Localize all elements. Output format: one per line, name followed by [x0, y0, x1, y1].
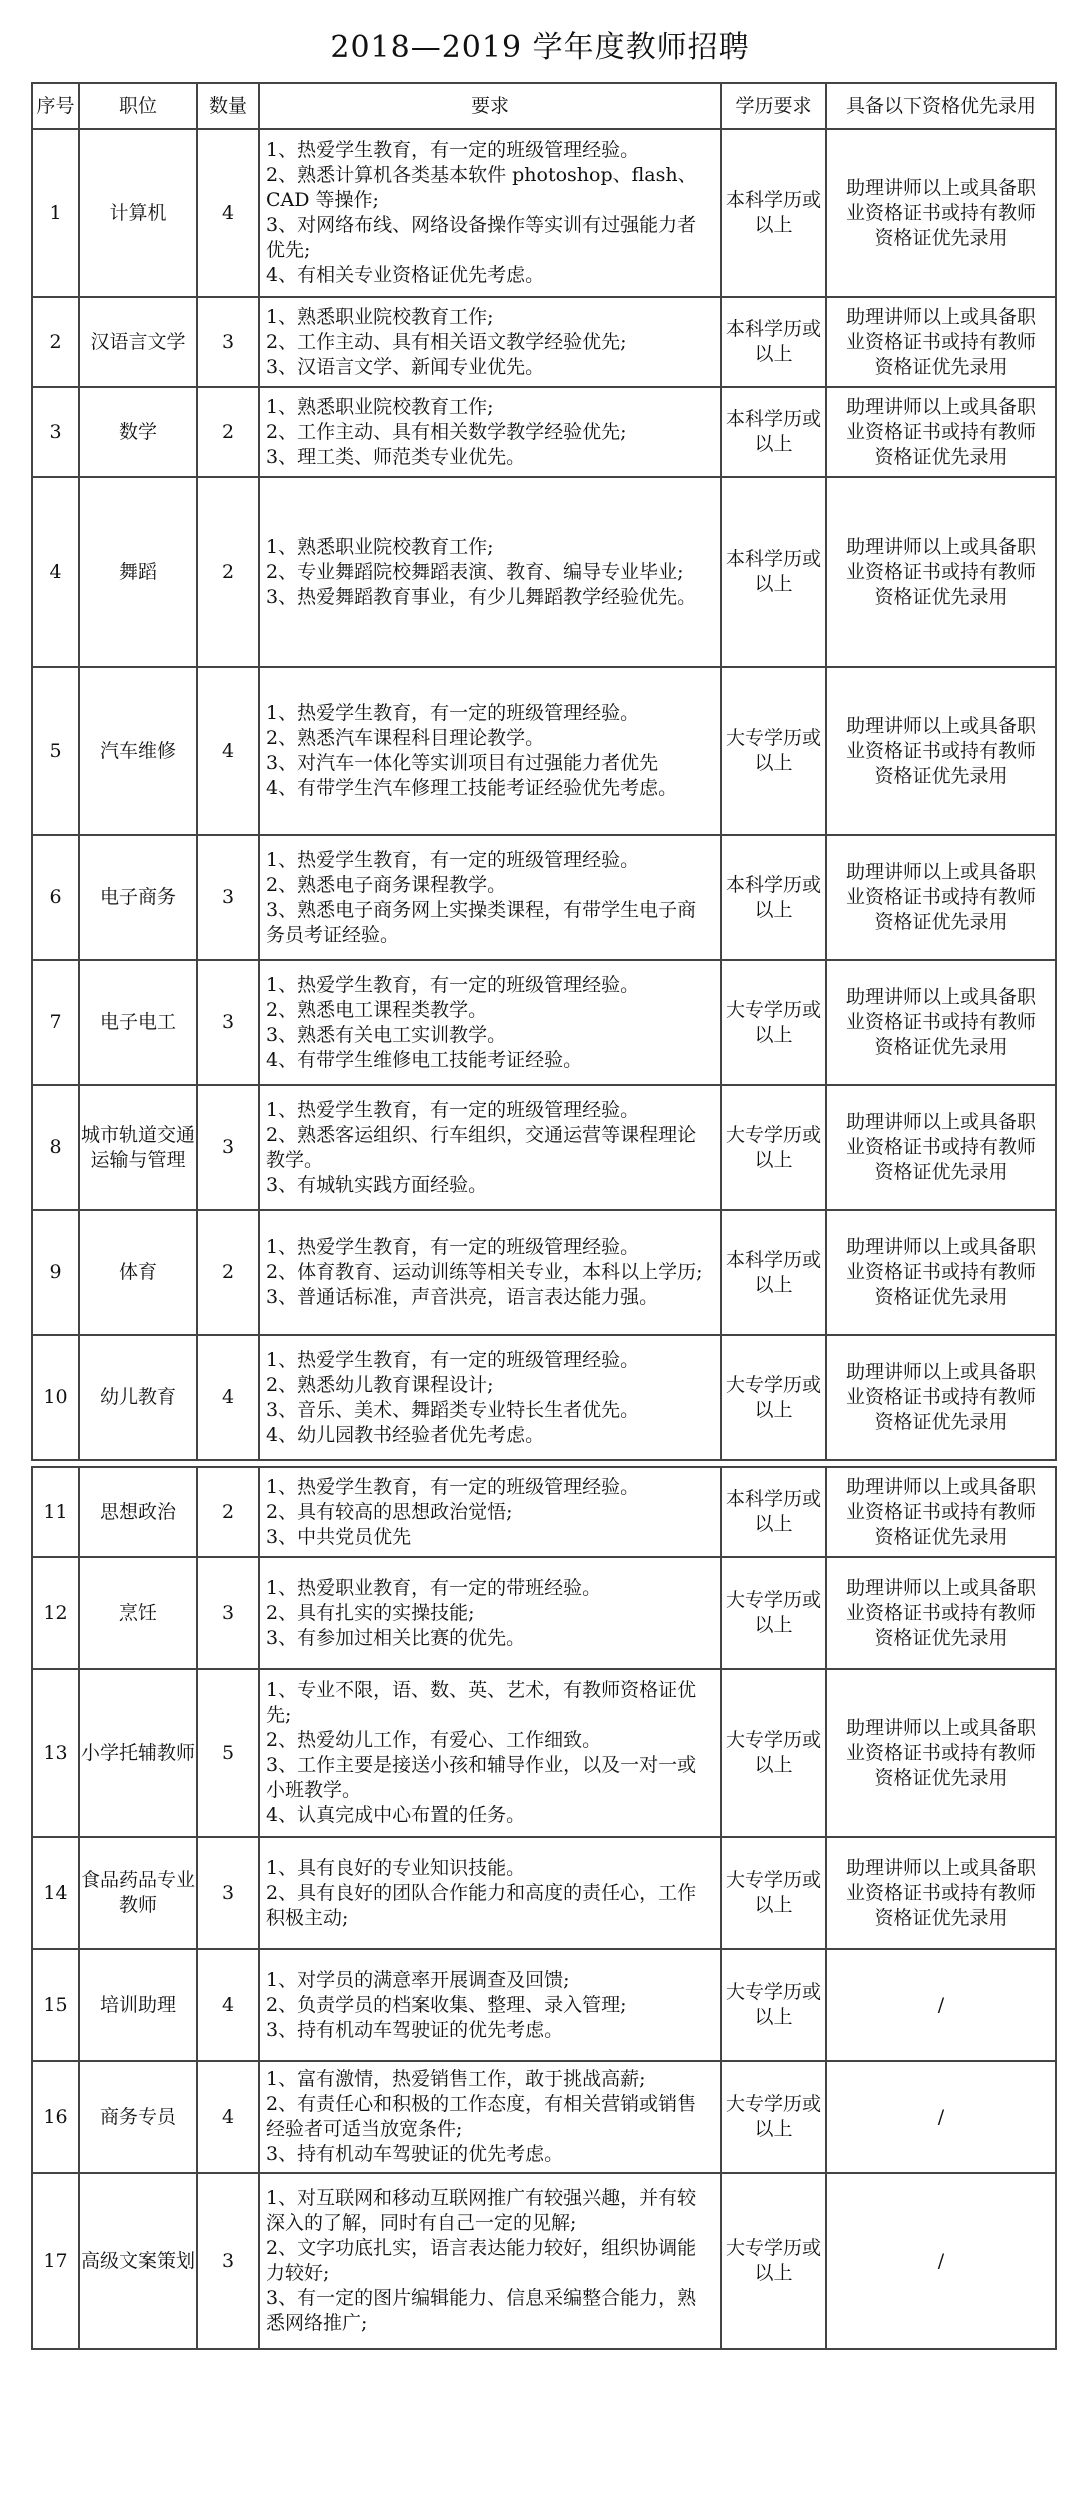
requirement-line: 3、热爱舞蹈教育事业，有少儿舞蹈教学经验优先。 [266, 585, 697, 608]
requirement-line: 1、对互联网和移动互联网推广有较强兴趣，并有较深入的了解，同时有自己一定的见解; [266, 2187, 697, 2234]
preferred-qualification: 助理讲师以上或具备职业资格证书或持有教师资格证优先录用 [826, 835, 1056, 960]
header-bonus: 具备以下资格优先录用 [826, 83, 1056, 129]
header-requirements: 要求 [259, 83, 721, 129]
row-number: 11 [32, 1467, 79, 1557]
requirement-line: 3、有一定的图片编辑能力、信息采编整合能力，熟悉网络推广; [266, 2287, 697, 2334]
requirement-line: 3、熟悉电子商务网上实操类课程，有带学生电子商务员考证经验。 [266, 898, 697, 946]
preferred-qualification: 助理讲师以上或具备职业资格证书或持有教师资格证优先录用 [826, 960, 1056, 1085]
row-number: 7 [32, 960, 79, 1085]
education-requirement: 大专学历或以上 [721, 1335, 826, 1460]
row-number: 13 [32, 1669, 79, 1837]
row-number: 4 [32, 477, 79, 667]
row-number: 12 [32, 1557, 79, 1669]
requirement-line: 3、对网络布线、网络设备操作等实训有过强能力者优先; [266, 214, 697, 261]
requirement-line: 2、工作主动、具有相关语文教学经验优先; [266, 330, 627, 353]
preferred-qualification: 助理讲师以上或具备职业资格证书或持有教师资格证优先录用 [826, 1557, 1056, 1669]
position-name: 小学托辅教师 [79, 1669, 197, 1837]
recruitment-table-continued [31, 1466, 1057, 2350]
position-name: 汽车维修 [79, 667, 197, 835]
requirement-line: 1、热爱学生教育，有一定的班级管理经验。 [266, 139, 640, 161]
table-row [32, 297, 1056, 387]
row-number: 6 [32, 835, 79, 960]
preferred-qualification: / [826, 1949, 1056, 2061]
row-number: 10 [32, 1335, 79, 1460]
requirements-cell [259, 129, 721, 297]
requirement-line: 3、中共党员优先 [266, 1525, 412, 1548]
requirements-cell [259, 1210, 721, 1335]
table-row [32, 960, 1056, 1085]
requirement-line: 2、具有扎实的实操技能; [266, 1601, 475, 1624]
position-count: 4 [197, 1335, 259, 1460]
row-number: 17 [32, 2173, 79, 2349]
requirement-line: 1、专业不限，语、数、英、艺术，有教师资格证优先; [266, 1679, 697, 1726]
education-requirement: 本科学历或以上 [721, 477, 826, 667]
table-row [32, 2061, 1056, 2173]
requirement-line: 2、具有良好的团队合作能力和高度的责任心，工作积极主动; [266, 1881, 697, 1929]
position-name: 城市轨道交通运输与管理 [79, 1085, 197, 1210]
position-count: 3 [197, 297, 259, 387]
requirement-line: 3、普通话标准，声音洪亮，语言表达能力强。 [266, 1286, 659, 1308]
requirements-cell [259, 1335, 721, 1460]
requirement-line: 1、热爱职业教育，有一定的带班经验。 [266, 1576, 602, 1599]
requirement-line: 1、热爱学生教育，有一定的班级管理经验。 [266, 1098, 640, 1121]
row-number: 8 [32, 1085, 79, 1210]
preferred-qualification: 助理讲师以上或具备职业资格证书或持有教师资格证优先录用 [826, 667, 1056, 835]
requirement-line: 2、文字功底扎实，语言表达能力较好，组织协调能力较好; [266, 2237, 697, 2284]
requirement-line: 3、工作主要是接送小孩和辅导作业，以及一对一或小班教学。 [266, 1754, 697, 1801]
position-name: 体育 [79, 1210, 197, 1335]
preferred-qualification: 助理讲师以上或具备职业资格证书或持有教师资格证优先录用 [826, 1837, 1056, 1949]
requirement-line: 3、有参加过相关比赛的优先。 [266, 1626, 526, 1649]
table-row [32, 1557, 1056, 1669]
table-row [32, 1335, 1056, 1460]
requirement-line: 1、富有激情，热爱销售工作，敢于挑战高薪; [266, 2068, 646, 2090]
requirement-line: 3、持有机动车驾驶证的优先考虑。 [266, 2018, 564, 2041]
table-row [32, 1837, 1056, 1949]
position-count: 4 [197, 129, 259, 297]
table-row [32, 667, 1056, 835]
education-requirement: 本科学历或以上 [721, 1467, 826, 1557]
table-row [32, 1210, 1056, 1335]
preferred-qualification: 助理讲师以上或具备职业资格证书或持有教师资格证优先录用 [826, 477, 1056, 667]
requirement-line: 3、汉语言文学、新闻专业优先。 [266, 355, 545, 378]
education-requirement: 本科学历或以上 [721, 297, 826, 387]
position-name: 幼儿教育 [79, 1335, 197, 1460]
requirements-cell [259, 477, 721, 667]
requirement-line: 1、热爱学生教育，有一定的班级管理经验。 [266, 848, 640, 871]
position-name: 烹饪 [79, 1557, 197, 1669]
requirements-cell [259, 1467, 721, 1557]
requirement-line: 1、具有良好的专业知识技能。 [266, 1856, 526, 1879]
position-count: 3 [197, 2173, 259, 2349]
header-position: 职位 [79, 83, 197, 129]
requirement-line: 3、有城轨实践方面经验。 [266, 1173, 488, 1196]
requirement-line: 2、熟悉电子商务课程教学。 [266, 873, 507, 896]
requirement-line: 2、具有较高的思想政治觉悟; [266, 1500, 513, 1523]
requirement-line: 2、热爱幼儿工作，有爱心、工作细致。 [266, 1729, 602, 1751]
requirement-line: 2、熟悉汽车课程科目理论教学。 [266, 727, 545, 749]
table-row [32, 1085, 1056, 1210]
preferred-qualification: / [826, 2061, 1056, 2173]
preferred-qualification: 助理讲师以上或具备职业资格证书或持有教师资格证优先录用 [826, 1210, 1056, 1335]
preferred-qualification: 助理讲师以上或具备职业资格证书或持有教师资格证优先录用 [826, 297, 1056, 387]
header-education: 学历要求 [721, 83, 826, 129]
position-count: 3 [197, 960, 259, 1085]
position-count: 4 [197, 2061, 259, 2173]
row-number: 9 [32, 1210, 79, 1335]
requirement-line: 2、有责任心和积极的工作态度，有相关营销或销售经验者可适当放宽条件; [266, 2093, 697, 2140]
education-requirement: 大专学历或以上 [721, 1085, 826, 1210]
position-name: 思想政治 [79, 1467, 197, 1557]
position-count: 2 [197, 477, 259, 667]
table-row [32, 835, 1056, 960]
position-name: 计算机 [79, 129, 197, 297]
requirements-cell [259, 387, 721, 477]
requirements-cell [259, 1949, 721, 2061]
education-requirement: 大专学历或以上 [721, 1557, 826, 1669]
position-name: 培训助理 [79, 1949, 197, 2061]
preferred-qualification: 助理讲师以上或具备职业资格证书或持有教师资格证优先录用 [826, 1669, 1056, 1837]
requirements-cell [259, 1837, 721, 1949]
education-requirement: 本科学历或以上 [721, 835, 826, 960]
requirements-cell [259, 1557, 721, 1669]
row-number: 14 [32, 1837, 79, 1949]
position-count: 3 [197, 1837, 259, 1949]
page-title: 2018—2019 学年度教师招聘 [330, 30, 750, 65]
requirement-line: 2、负责学员的档案收集、整理、录入管理; [266, 1993, 627, 2016]
table-row [32, 2173, 1056, 2349]
position-name: 汉语言文学 [79, 297, 197, 387]
position-name: 高级文案策划 [79, 2173, 197, 2349]
row-number: 16 [32, 2061, 79, 2173]
education-requirement: 本科学历或以上 [721, 387, 826, 477]
requirement-line: 1、热爱学生教育，有一定的班级管理经验。 [266, 1475, 640, 1498]
requirement-line: 3、熟悉有关电工实训教学。 [266, 1023, 507, 1046]
requirements-cell [259, 2173, 721, 2349]
requirements-cell [259, 1669, 721, 1837]
requirements-cell [259, 297, 721, 387]
row-number: 1 [32, 129, 79, 297]
requirement-line: 4、有相关专业资格证优先考虑。 [266, 264, 545, 286]
education-requirement: 大专学历或以上 [721, 960, 826, 1085]
position-name: 数学 [79, 387, 197, 477]
requirement-line: 2、工作主动、具有相关数学教学经验优先; [266, 420, 627, 443]
requirement-line: 3、持有机动车驾驶证的优先考虑。 [266, 2143, 564, 2165]
education-requirement: 大专学历或以上 [721, 667, 826, 835]
education-requirement: 大专学历或以上 [721, 1949, 826, 2061]
requirements-cell [259, 2061, 721, 2173]
requirement-line: 1、对学员的满意率开展调查及回馈; [266, 1968, 570, 1991]
education-requirement: 本科学历或以上 [721, 129, 826, 297]
row-number: 5 [32, 667, 79, 835]
recruitment-table [31, 82, 1057, 1461]
table-row [32, 129, 1056, 297]
requirement-line: 3、对汽车一体化等实训项目有过强能力者优先 [266, 752, 659, 774]
position-count: 2 [197, 1467, 259, 1557]
table-row [32, 477, 1056, 667]
requirement-line: 2、熟悉幼儿教育课程设计; [266, 1373, 494, 1396]
requirement-line: 1、热爱学生教育，有一定的班级管理经验。 [266, 1236, 640, 1258]
position-count: 2 [197, 387, 259, 477]
position-name: 电子商务 [79, 835, 197, 960]
preferred-qualification: 助理讲师以上或具备职业资格证书或持有教师资格证优先录用 [826, 1085, 1056, 1210]
row-number: 3 [32, 387, 79, 477]
row-number: 15 [32, 1949, 79, 2061]
education-requirement: 大专学历或以上 [721, 1837, 826, 1949]
preferred-qualification: 助理讲师以上或具备职业资格证书或持有教师资格证优先录用 [826, 387, 1056, 477]
requirement-line: 1、热爱学生教育，有一定的班级管理经验。 [266, 973, 640, 996]
position-name: 商务专员 [79, 2061, 197, 2173]
position-count: 2 [197, 1210, 259, 1335]
position-count: 3 [197, 1557, 259, 1669]
requirement-line: 2、熟悉电工课程类教学。 [266, 998, 488, 1021]
position-count: 3 [197, 1085, 259, 1210]
requirement-line: 4、有带学生维修电工技能考证经验。 [266, 1048, 583, 1071]
position-count: 4 [197, 1949, 259, 2061]
requirements-cell [259, 835, 721, 960]
requirements-cell [259, 960, 721, 1085]
requirement-line: 3、理工类、师范类专业优先。 [266, 445, 526, 468]
requirement-line: 1、熟悉职业院校教育工作; [266, 535, 494, 558]
position-name: 食品药品专业教师 [79, 1837, 197, 1949]
table-header-row [32, 83, 1056, 129]
position-name: 舞蹈 [79, 477, 197, 667]
requirements-cell [259, 667, 721, 835]
requirement-line: 4、有带学生汽车修理工技能考证经验优先考虑。 [266, 777, 678, 799]
preferred-qualification: 助理讲师以上或具备职业资格证书或持有教师资格证优先录用 [826, 1467, 1056, 1557]
requirement-line: 4、认真完成中心布置的任务。 [266, 1804, 526, 1826]
requirements-cell [259, 1085, 721, 1210]
requirement-line: 2、专业舞蹈院校舞蹈表演、教育、编导专业毕业; [266, 560, 684, 583]
requirement-line: 1、熟悉职业院校教育工作; [266, 395, 494, 418]
position-count: 3 [197, 835, 259, 960]
education-requirement: 大专学历或以上 [721, 2173, 826, 2349]
requirement-line: 1、熟悉职业院校教育工作; [266, 305, 494, 328]
education-requirement: 大专学历或以上 [721, 2061, 826, 2173]
preferred-qualification: 助理讲师以上或具备职业资格证书或持有教师资格证优先录用 [826, 129, 1056, 297]
preferred-qualification: / [826, 2173, 1056, 2349]
requirement-line: 3、音乐、美术、舞蹈类专业特长生者优先。 [266, 1398, 640, 1421]
table-row [32, 1669, 1056, 1837]
position-name: 电子电工 [79, 960, 197, 1085]
table-row [32, 1949, 1056, 2061]
requirement-line: 1、热爱学生教育，有一定的班级管理经验。 [266, 702, 640, 724]
table-row [32, 1467, 1056, 1557]
requirement-line: 2、体育教育、运动训练等相关专业，本科以上学历; [266, 1261, 703, 1283]
position-count: 5 [197, 1669, 259, 1837]
education-requirement: 本科学历或以上 [721, 1210, 826, 1335]
requirement-line: 2、熟悉计算机各类基本软件 photoshop、flash、CAD 等操作; [266, 164, 697, 211]
education-requirement: 大专学历或以上 [721, 1669, 826, 1837]
position-count: 4 [197, 667, 259, 835]
table-row [32, 387, 1056, 477]
requirement-line: 1、热爱学生教育，有一定的班级管理经验。 [266, 1348, 640, 1371]
row-number: 2 [32, 297, 79, 387]
requirement-line: 4、幼儿园教书经验者优先考虑。 [266, 1423, 545, 1446]
requirement-line: 2、熟悉客运组织、行车组织，交通运营等课程理论教学。 [266, 1123, 697, 1171]
preferred-qualification: 助理讲师以上或具备职业资格证书或持有教师资格证优先录用 [826, 1335, 1056, 1460]
header-count: 数量 [197, 83, 259, 129]
header-no: 序号 [32, 83, 79, 129]
